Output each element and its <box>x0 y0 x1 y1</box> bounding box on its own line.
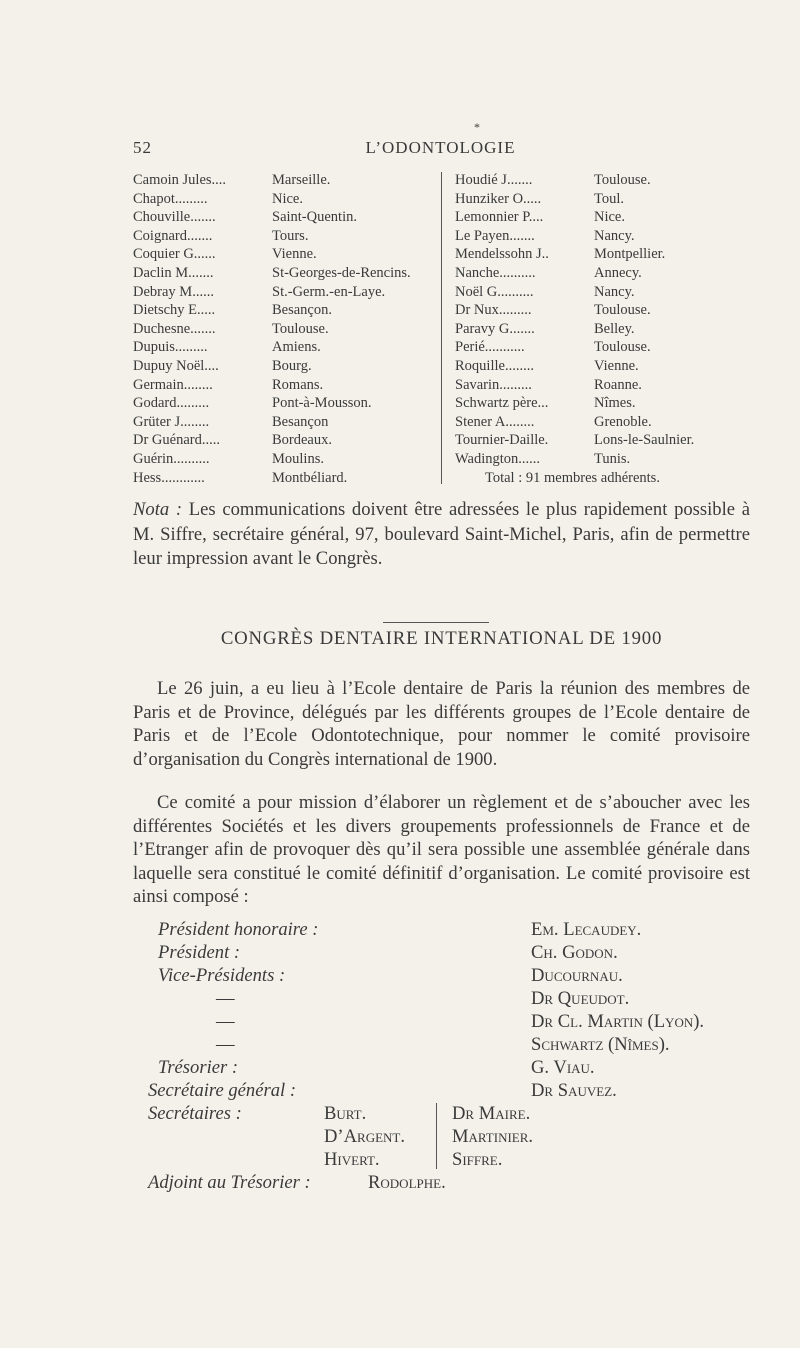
member-name: Hunziker O..... <box>455 190 542 207</box>
member-row <box>133 208 433 227</box>
tresorier-label: Trésorier : <box>158 1057 239 1078</box>
secretaire-right-2: Martinier. <box>452 1126 534 1147</box>
member-row <box>455 283 755 302</box>
member-name: Godard......... <box>133 395 210 412</box>
member-name: Hess............ <box>133 469 205 486</box>
member-list-right <box>455 171 755 487</box>
member-row <box>133 413 433 432</box>
member-name: Stener A........ <box>455 413 535 430</box>
member-city: Montbéliard. <box>272 469 348 486</box>
member-name: Wadington...... <box>455 450 541 467</box>
member-row <box>133 301 433 320</box>
member-row <box>455 413 755 432</box>
member-name: Le Payen....... <box>455 227 535 244</box>
member-city: Pont-à-Mousson. <box>272 395 372 412</box>
member-city: Toulouse. <box>272 320 329 337</box>
total-row <box>455 469 755 488</box>
member-row <box>455 245 755 264</box>
member-row <box>455 394 755 413</box>
member-name: Dietschy E..... <box>133 302 216 319</box>
member-row <box>455 431 755 450</box>
member-name: Grüter J........ <box>133 413 210 430</box>
member-name: Savarin......... <box>455 376 532 393</box>
president-honoraire-name: Em. Lecaudey. <box>531 919 642 940</box>
secretaires-label: Secrétaires : <box>148 1103 242 1124</box>
member-row <box>133 394 433 413</box>
member-city: Roanne. <box>594 376 642 393</box>
member-name: Chouville....... <box>133 209 216 226</box>
member-city: Besançon <box>272 413 329 430</box>
member-name: Debray M...... <box>133 283 214 300</box>
member-city: Nîmes. <box>594 395 636 412</box>
member-city: Amiens. <box>272 339 321 356</box>
member-row <box>133 338 433 357</box>
member-city: Tunis. <box>594 450 631 467</box>
member-name: Duchesne....... <box>133 320 216 337</box>
ditto-dash-3: — <box>216 1034 235 1055</box>
member-row <box>133 245 433 264</box>
member-city: Romans. <box>272 376 324 393</box>
member-name: Nanche.......... <box>455 264 536 281</box>
member-name: Tournier-Daille. <box>455 432 549 449</box>
member-row <box>133 264 433 283</box>
member-city: Lons-le-Saulnier. <box>594 432 695 449</box>
adjoint-tresorier-name: Rodolphe. <box>368 1172 446 1193</box>
member-row <box>133 190 433 209</box>
vice-president-4: Schwartz (Nîmes). <box>531 1034 670 1055</box>
member-city: Bordeaux. <box>272 432 332 449</box>
vice-presidents-label: Vice-Présidents : <box>158 965 286 986</box>
member-row <box>133 450 433 469</box>
member-name: Dr Nux......... <box>455 302 532 319</box>
member-name: Lemonnier P.... <box>455 209 544 226</box>
secretaire-right-1: Dr Maire. <box>452 1103 531 1124</box>
member-list-left <box>133 171 433 487</box>
member-name: Mendelssohn J.. <box>455 246 549 263</box>
page-header <box>133 120 748 162</box>
member-city: Nice. <box>272 190 303 207</box>
member-name: Coignard....... <box>133 227 213 244</box>
member-row <box>455 450 755 469</box>
secretaire-general-name: Dr Sauvez. <box>531 1080 617 1101</box>
ditto-dash-2: — <box>216 1011 235 1032</box>
member-row <box>133 227 433 246</box>
nota-label: Nota : <box>133 499 183 520</box>
member-city: Toul. <box>594 190 624 207</box>
running-title: L’ODONTOLOGIE <box>365 138 516 157</box>
member-city: Grenoble. <box>594 413 652 430</box>
president-label: Président : <box>158 942 241 963</box>
member-city: Annecy. <box>594 264 642 281</box>
vice-president-3: Dr Cl. Martin (Lyon). <box>531 1011 705 1032</box>
member-row <box>133 376 433 395</box>
member-city: Belley. <box>594 320 635 337</box>
member-row <box>455 171 755 190</box>
member-row <box>133 469 433 488</box>
member-row <box>455 301 755 320</box>
member-name: Germain........ <box>133 376 213 393</box>
member-name: Camoin Jules.... <box>133 172 227 188</box>
ditto-dash-1: — <box>216 988 235 1009</box>
member-city: Vienne. <box>594 357 639 374</box>
column-divider <box>441 172 442 484</box>
secretaire-general-label: Secrétaire général : <box>148 1080 297 1101</box>
member-row <box>455 190 755 209</box>
secretaire-right-3: Siffre. <box>452 1149 503 1170</box>
section-separator <box>383 622 489 623</box>
member-city: Toulouse. <box>594 302 651 319</box>
member-name: Daclin M....... <box>133 264 214 281</box>
vice-president-2: Dr Queudot. <box>531 988 630 1009</box>
member-name: Chapot......... <box>133 190 208 207</box>
member-city: Moulins. <box>272 450 324 467</box>
section-title: CONGRÈS DENTAIRE INTERNATIONAL DE 1900 <box>220 628 663 649</box>
member-city: Marseille. <box>272 172 331 188</box>
member-city: Nancy. <box>594 227 635 244</box>
secretaire-left-1: Burt. <box>324 1103 367 1124</box>
member-city: St.-Germ.-en-Laye. <box>272 283 386 300</box>
member-city: Bourg. <box>272 357 312 374</box>
tick-mark: * <box>474 120 481 134</box>
member-row <box>455 320 755 339</box>
total-members: Total : 91 membres adhérents. <box>485 469 660 486</box>
vice-president-1: Ducournau. <box>531 965 623 986</box>
member-city: Tours. <box>272 227 309 244</box>
member-row <box>455 227 755 246</box>
tresorier-name: G. Viau. <box>531 1057 595 1078</box>
page-number: 52 <box>133 138 152 157</box>
member-name: Schwartz père... <box>455 395 549 412</box>
member-name: Noël G.......... <box>455 283 534 300</box>
secretaries-divider <box>436 1103 437 1169</box>
member-city: Montpellier. <box>594 246 666 263</box>
nota-paragraph <box>133 498 750 572</box>
member-name: Dupuy Noël.... <box>133 357 219 374</box>
member-name: Dupuis......... <box>133 339 208 356</box>
member-row <box>455 264 755 283</box>
member-city: Besançon. <box>272 302 332 319</box>
paragraph-2: Ce comité a pour mission d’élaborer un règlement et de s’aboucher avec les différentes Sociétés et les divers groupements professionnels de France et de l’Etranger afin de provoquer dès qu’il sera possible une assemblée générale dans laquelle sera constitué le comité définitif d’organisation. Le comité provisoire est ainsi composé : <box>133 792 750 907</box>
member-name: Roquille........ <box>455 357 534 374</box>
member-city: Nice. <box>594 209 625 226</box>
member-row <box>133 320 433 339</box>
nota-text: Les communications doivent être adressées le plus rapidement possible à M. Siffre, secrétaire général, 97, boulevard Saint-Michel, Paris, afin de permettre leur impression avant le Congrès. <box>133 499 750 569</box>
member-name: Houdié J....... <box>455 172 533 188</box>
secretaire-left-2: D’Argent. <box>324 1126 406 1147</box>
paragraph-1: Le 26 juin, a eu lieu à l’Ecole dentaire de Paris la réunion des membres de Paris et de Province, délégués par les différents groupes de l’Ecole dentaire de Paris et de l’Ecole Odontotechnique, pour nommer le comité provisoire d’organisation du Congrès international de 1900. <box>133 678 750 770</box>
member-city: Saint-Quentin. <box>272 209 357 226</box>
member-city: St-Georges-de-Rencins. <box>272 264 411 281</box>
member-row <box>455 357 755 376</box>
president-name: Ch. Godon. <box>531 942 618 963</box>
member-name: Perié........... <box>455 339 525 356</box>
member-row <box>133 283 433 302</box>
adjoint-tresorier-label: Adjoint au Trésorier : <box>148 1172 311 1193</box>
member-row <box>133 431 433 450</box>
member-name: Guérin.......... <box>133 450 210 467</box>
member-name: Coquier G...... <box>133 246 216 263</box>
member-name: Dr Guénard..... <box>133 432 220 449</box>
member-row <box>455 208 755 227</box>
member-city: Toulouse. <box>594 172 651 188</box>
member-row <box>455 376 755 395</box>
member-city: Vienne. <box>272 246 317 263</box>
member-row <box>133 171 433 190</box>
member-row <box>455 338 755 357</box>
member-city: Toulouse. <box>594 339 651 356</box>
member-row <box>133 357 433 376</box>
member-name: Paravy G....... <box>455 320 535 337</box>
member-city: Nancy. <box>594 283 635 300</box>
secretaire-left-3: Hivert. <box>324 1149 380 1170</box>
president-honoraire-label: Président honoraire : <box>158 919 319 940</box>
